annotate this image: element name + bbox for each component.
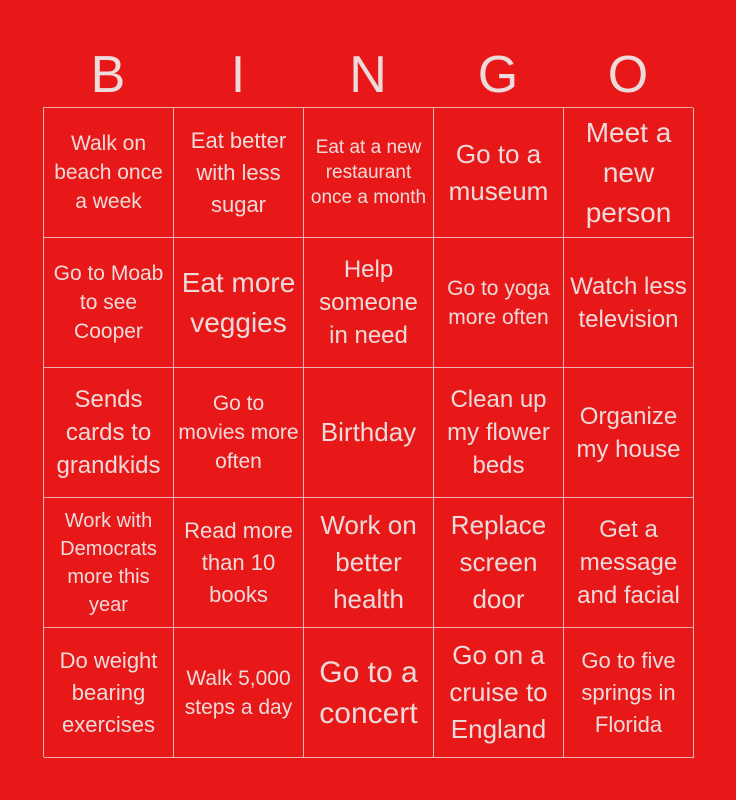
cell-label: Do weight bearing exercises — [59, 647, 158, 737]
header-letter-b: B — [90, 46, 126, 104]
bingo-board — [43, 107, 693, 757]
header-letter-o: O — [607, 46, 649, 104]
cell-label: Walk 5,000 steps a day — [184, 666, 293, 719]
header-letter-i: I — [230, 46, 246, 104]
bingo-cell[interactable] — [174, 108, 304, 238]
bingo-cell[interactable] — [174, 628, 304, 758]
bingo-cell[interactable] — [44, 238, 174, 368]
bingo-cell[interactable] — [564, 368, 694, 498]
header-letter-n: N — [349, 46, 387, 104]
cell-label: Go on a cruise to England — [449, 640, 548, 744]
bingo-cell[interactable] — [44, 368, 174, 498]
cell-label: Clean up my flower beds — [447, 386, 550, 479]
bingo-cell[interactable] — [44, 498, 174, 628]
bingo-cell[interactable] — [564, 628, 694, 758]
bingo-cell[interactable] — [434, 368, 564, 498]
cell-label: Help someone in need — [319, 256, 418, 349]
cell-label: Go to a concert — [319, 655, 418, 730]
bingo-cell[interactable] — [434, 498, 564, 628]
bingo-cell[interactable] — [174, 368, 304, 498]
cell-label: Eat at a new restaurant once a month — [310, 137, 427, 208]
cell-label: Replace screen door — [450, 510, 547, 614]
bingo-cell[interactable] — [174, 238, 304, 368]
cell-label: Read more than 10 books — [184, 517, 293, 607]
cell-label: Go to Moab to see Cooper — [53, 262, 164, 343]
cell-label: Go to a museum — [448, 138, 549, 206]
cell-label: Watch less television — [570, 272, 687, 333]
bingo-cell[interactable] — [434, 628, 564, 758]
bingo-cell[interactable] — [434, 108, 564, 238]
cell-label: Eat better with less sugar — [190, 127, 287, 217]
bingo-cell[interactable] — [304, 238, 434, 368]
cell-label: Eat more veggies — [181, 266, 296, 338]
cell-label: Birthday — [320, 417, 417, 447]
cell-label: Work on better health — [320, 510, 417, 614]
bingo-cell[interactable] — [304, 498, 434, 628]
bingo-cell[interactable] — [564, 238, 694, 368]
bingo-cell[interactable] — [304, 628, 434, 758]
cell-label: Meet a new person — [585, 116, 672, 228]
cell-label: Sends cards to grandkids — [56, 386, 161, 479]
bingo-cell[interactable] — [564, 498, 694, 628]
bingo-cell[interactable] — [44, 628, 174, 758]
bingo-cell[interactable] — [174, 498, 304, 628]
cell-label: Organize my house — [576, 402, 681, 463]
header-letter-g: G — [477, 46, 519, 104]
cell-label: Walk on beach once a week — [54, 132, 163, 213]
bingo-cell[interactable] — [304, 368, 434, 498]
bingo-header — [43, 44, 693, 106]
cell-label: Go to movies more often — [178, 392, 299, 473]
cell-label: Work with Democrats more this year — [60, 509, 157, 616]
bingo-cell[interactable] — [564, 108, 694, 238]
bingo-cell[interactable] — [304, 108, 434, 238]
cell-label: Go to yoga more often — [447, 276, 550, 329]
bingo-cell[interactable] — [44, 108, 174, 238]
bingo-cell[interactable] — [434, 238, 564, 368]
cell-label: Get a message and facial — [577, 516, 680, 609]
cell-label: Go to five springs in Florida — [581, 647, 676, 737]
